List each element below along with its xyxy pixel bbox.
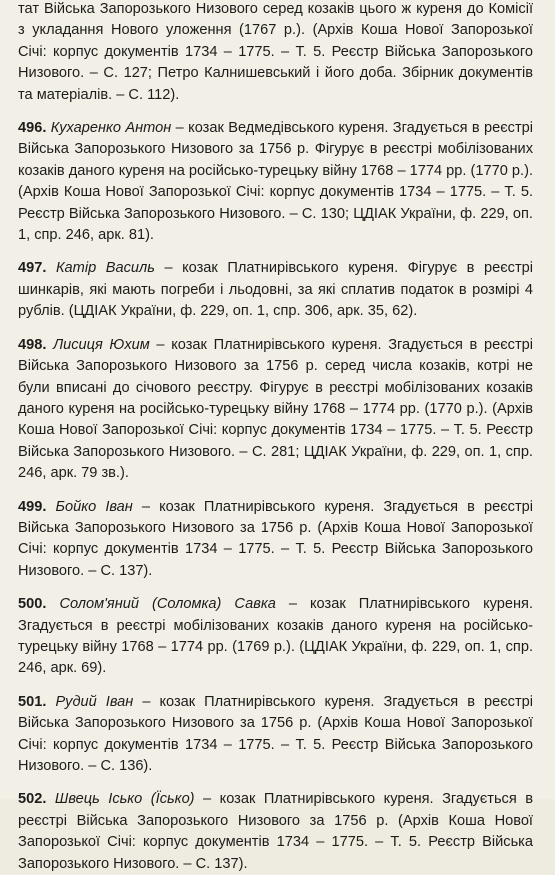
entry-name: Швець Ісько (Їсько) [54,791,195,808]
entry-name: Лисиця Юхим [53,336,150,353]
entry-text: – козак Платнирівського куреня. Згадується в реєстрі Війська Запорозького Низового за 1756 р. серед числа козаків, котрі не були вписані до січового реєстру. Фігурує в реєстрі мобілізованих козаків даного куреня на російсько-турецьку війну 1768 – 1774 рр. (1770 р.). (Архів Коша Нової Запорозької Січі: корпус документів 1734 – 1775. – Т. 5. Реєстр Війська Запорозького Низового. – С. 281; ЦДІАК України, ф. 229, оп. 1, спр. 246, арк. 79 зв.). [18,336,533,482]
entry-text: – козак Платнирівського куреня. Згадується в реєстрі Війська Запорозького Низового за 1756 р. (Архів Коша Нової Запорозької Січі: корпус документів 1734 – 1775. – Т. 5. Реєстр Війська Запорозького Низового. – С. 137). [18,498,533,579]
entry-continuation [18,0,533,106]
entry-496 [18,118,533,246]
entry-name: Кухаренко Антон [50,120,172,137]
entry-text: – козак Платнирівського куреня. Фігурує в реєстрі шинкарів, які мають погреби і льодовні, за які сплатив податок в розмірі 4 рублів. (ЦДІАК України, ф. 229, оп. 1, спр. 306, арк. 35, 62). [18,260,533,320]
entry-name: Катір Василь [55,260,155,277]
entry-text: – козак Платнирівського куреня. Згадується в реєстрі Війська Запорозького Низового за 1756 р. (Архів Коша Нової Запорозької Січі: корпус документів 1734 – 1775. – Т. 5. Реєстр Війська Запорозького Низового. – С. 137). [18,791,533,872]
entry-number: 500. [18,596,47,613]
entry-502 [18,789,533,875]
entry-497 [18,258,533,322]
entry-number: 498. [18,336,47,353]
entry-text: – козак Платнирівського куреня. Згадується в реєстрі мобілізованих козаків даного куреня на російсько-турецьку війну 1768 – 1774 рр. (1769 р.). (ЦДІАК України, ф. 229, оп. 1, спр. 246, арк. 69). [18,596,533,677]
entry-501 [18,692,533,778]
entry-text: – козак Платнирівського куреня. Згадується в реєстрі Війська Запорозького Низового за 1756 р. (Архів Коша Нової Запорозької Січі: корпус документів 1734 – 1775. – Т. 5. Реєстр Війська Запорозького Низового. – С. 136). [18,693,533,774]
entry-number: 497. [18,260,47,277]
entry-498 [18,335,533,485]
entry-name: Солом'яний (Соломка) Савка [59,596,276,613]
entry-text: – козак Ведмедівського куреня. Згадується в реєстрі Війська Запорозького Низового за 1756 р. Фігурує в реєстрі мобілізованих козаків даного куреня на російсько-турецьку війну 1768 – 1774 рр. (1770 р.). (Архів Коша Нової Запорозької Січі: корпус документів 1734 – 1775. – Т. 5. Реєстр Війська Запорозького Низового. – С. 130; ЦДІАК України, ф. 229, оп. 1, спр. 246, арк. 81). [18,120,533,244]
entry-number: 501. [18,693,47,710]
entry-name: Бойко Іван [55,498,133,515]
entry-number: 499. [18,498,47,515]
entry-500 [18,594,533,680]
entry-499 [18,497,533,583]
entry-name: Рудий Іван [55,693,134,710]
entry-text: тат Війська Запорозького Низового серед козаків цього ж куреня до Комісії з укладання Нового уложення (1767 р.). (Архів Коша Нової Запорозької Січі: корпус документів 1734 – 1775. – Т. 5. Реєстр Війська Запорозького Низового. – С. 127; Петро Калнишевський і його доба. Збірник документів та матеріалів. – С. 112). [18,1,533,103]
entry-number: 502. [18,791,47,808]
entry-number: 496. [18,120,47,137]
